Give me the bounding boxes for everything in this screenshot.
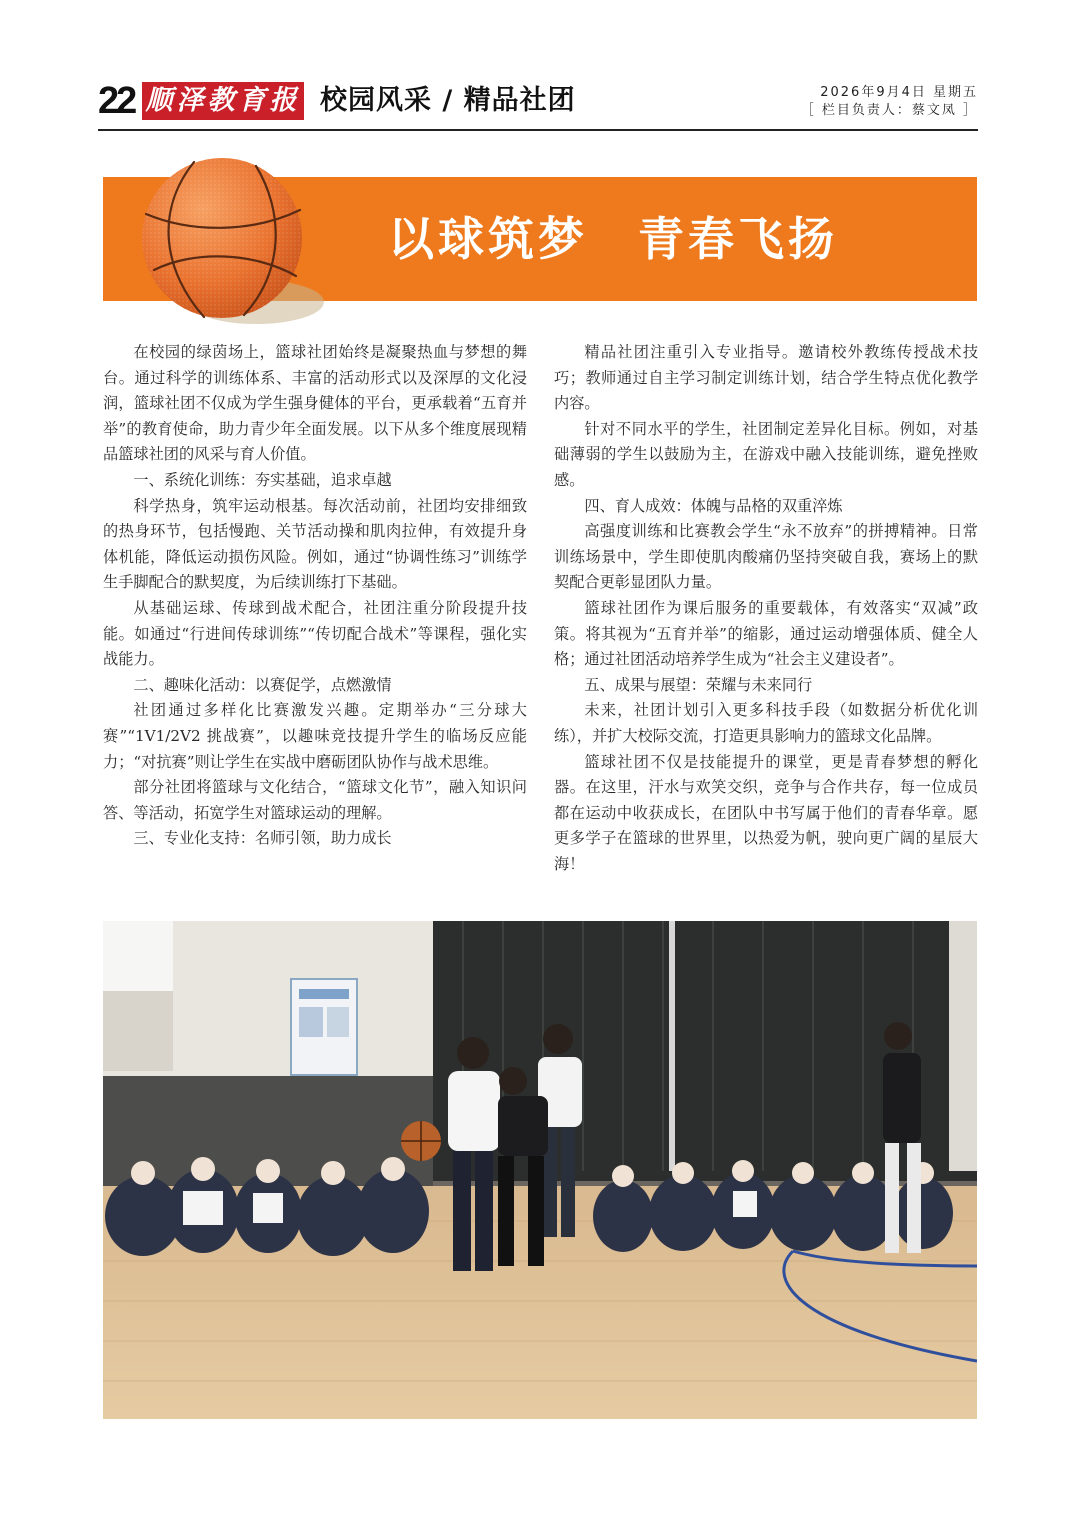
section-title: 校园风采 / 精品社团 — [320, 85, 576, 116]
subheading: 五、成果与展望：荣耀与未来同行 — [584, 675, 813, 694]
article-title: 以球筑梦 青春飞扬 — [388, 212, 838, 266]
header-divider — [98, 129, 978, 131]
paragraph: 精品社团注重引入专业指导。邀请校外教练传授战术技巧；教师通过自主学习制定训练计划，结合学生特点优化教学内容。 — [554, 343, 978, 413]
subheading: 二、趣味化活动：以赛促学，点燃激情 — [133, 675, 392, 694]
article-left-column — [103, 340, 527, 852]
basketball-icon — [134, 152, 330, 332]
basketball-game-photo — [103, 921, 977, 1419]
subheading: 一、系统化训练：夯实基础，追求卓越 — [133, 470, 392, 489]
column-editor: ［ 栏目负责人：蔡文凤 ］ — [800, 103, 978, 118]
newspaper-masthead: 顺泽教育报 — [142, 82, 304, 120]
photo-illustration — [103, 921, 977, 1419]
paragraph: 社团通过多样化比赛激发兴趣。定期举办“三分球大赛”“1V1/2V2 挑战赛”，以趣味竞技提升学生的临场反应能力；“对抗赛”则让学生在实战中磨砺团队协作与战术思维。 — [103, 701, 527, 771]
paragraph: 在校园的绿茵场上，篮球社团始终是凝聚热血与梦想的舞台。通过科学的训练体系、丰富的活动形式以及深厚的文化浸润，篮球社团不仅成为学生强身健体的平台，更承载着“五育并举”的教育使命，助力青少年全面发展。以下从多个维度展现精品篮球社团的风采与育人价值。 — [103, 343, 527, 464]
issue-date: 2026年9月4日 星期五 — [820, 85, 978, 100]
paragraph: 篮球社团不仅是技能提升的课堂，更是青春梦想的孵化器。在这里，汗水与欢笑交织，竞争与合作共存，每一位成员都在运动中收获成长，在团队中书写属于他们的青春华章。愿更多学子在篮球的世界里，以热爱为帆，驶向更广阔的星辰大海！ — [554, 752, 978, 873]
subheading: 四、育人成效：体魄与品格的双重淬炼 — [584, 496, 843, 515]
page-number: 22 — [98, 80, 135, 122]
paragraph: 未来，社团计划引入更多科技手段（如数据分析优化训练），并扩大校际交流，打造更具影响力的篮球文化品牌。 — [554, 701, 978, 745]
paragraph: 科学热身，筑牢运动根基。每次活动前，社团均安排细致的热身环节，包括慢跑、关节活动操和肌肉拉伸，有效提升身体机能，降低运动损伤风险。例如，通过“协调性练习”训练学生手脚配合的默契度，为后续训练打下基础。 — [103, 496, 527, 592]
paragraph: 从基础运球、传球到战术配合，社团注重分阶段提升技能。如通过“行进间传球训练”“传切配合战术”等课程，强化实战能力。 — [103, 598, 527, 669]
paragraph: 针对不同水平的学生，社团制定差异化目标。例如，对基础薄弱的学生以鼓励为主，在游戏中融入技能训练，避免挫败感。 — [554, 419, 978, 489]
paragraph: 篮球社团作为课后服务的重要载体，有效落实“双减”政策。将其视为“五育并举”的缩影，通过运动增强体质、健全人格；通过社团活动培养学生成为“社会主义建设者”。 — [554, 598, 978, 669]
article-right-column — [554, 340, 978, 877]
page-header — [98, 78, 978, 128]
subheading: 三、专业化支持：名师引领，助力成长 — [133, 829, 392, 848]
paragraph: 部分社团将篮球与文化结合，“篮球文化节”，融入知识问答、等活动，拓宽学生对篮球运动的理解。 — [103, 778, 527, 822]
paragraph: 高强度训练和比赛教会学生“永不放弃”的拼搏精神。日常训练场景中，学生即使肌肉酸痛仍坚持突破自我，赛场上的默契配合更彰显团队力量。 — [554, 522, 978, 592]
